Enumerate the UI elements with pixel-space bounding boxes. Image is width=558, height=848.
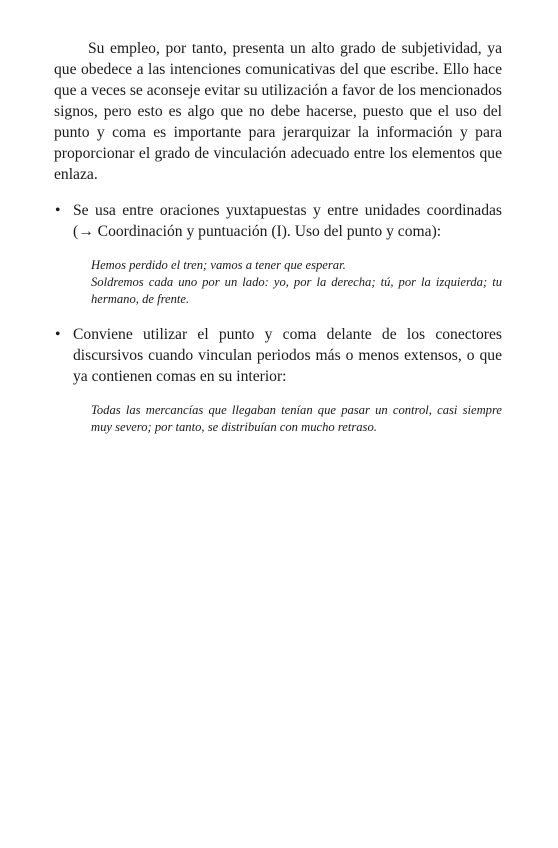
example-sentence-3: Todas las mercancías que llegaban tenían que pasar un control, casi siempre muy severo; por tanto, se distribuían con mucho retraso. <box>91 403 502 434</box>
bullet-marker: • <box>55 326 61 343</box>
intro-paragraph: Su empleo, por tanto, presenta un alto grado de subjetividad, ya que obedece a las intenciones comunicativas del que escribe. Ello hace que a veces se aconseje evitar su utilización a favor de los mencionados signos, pero esto es algo que no debe hacerse, puesto que el uso del punto y coma es importante para jerarquizar la información y para proporcionar el grado de vinculación adecuado entre los elementos que enlaza. <box>54 40 502 183</box>
bullet-marker: • <box>55 202 61 219</box>
bullet-item-1 <box>54 200 502 242</box>
bullet-text-2: Conviene utilizar el punto y coma delante de los conectores discursivos cuando vinculan periodos más o menos extensos, o que ya contienen comas en su interior: <box>73 326 502 385</box>
example-sentence-2: Soldremos cada uno por un lado: yo, por la derecha; tú, por la izquierda; tu hermano, de frente. <box>91 275 502 306</box>
bullet-item-2 <box>54 324 502 387</box>
example-sentence-1: Hemos perdido el tren; vamos a tener que esperar. <box>91 258 346 272</box>
bullet-text-1: Se usa entre oraciones yuxtapuestas y entre unidades coordinadas (→ Coordinación y puntuación (I). Uso del punto y coma): <box>73 202 502 240</box>
document-page <box>54 38 502 436</box>
